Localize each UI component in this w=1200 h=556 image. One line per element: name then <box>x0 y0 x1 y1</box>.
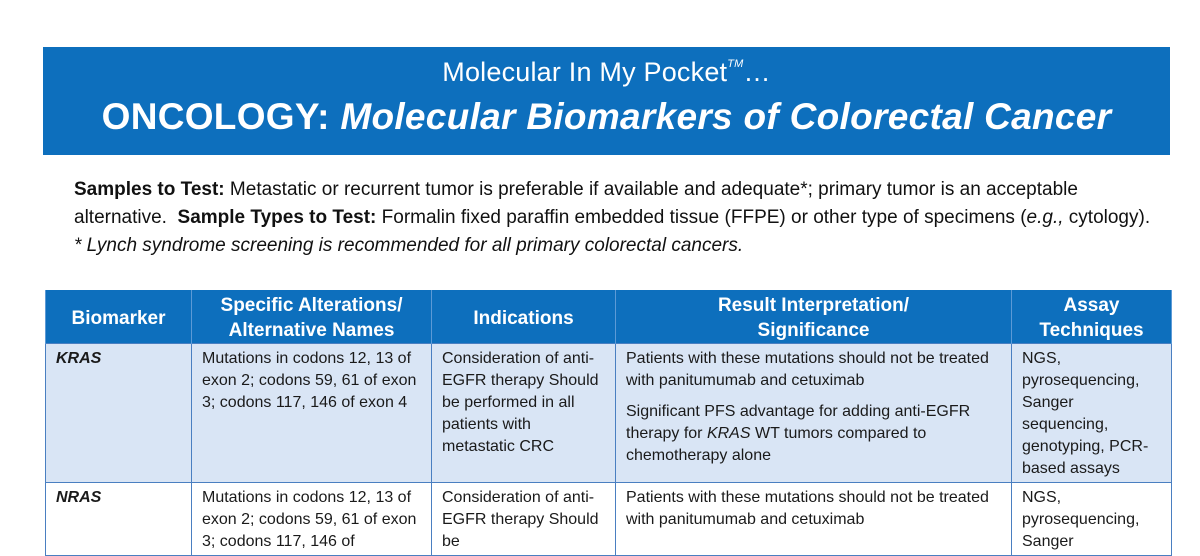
assay-cell: NGS, pyrosequencing, Sanger <box>1012 483 1172 556</box>
result-cell <box>616 483 1012 556</box>
result-paragraph: Significant PFS advantage for adding anti-EGFR therapy for KRAS WT tumors compared to chemotherapy alone <box>626 403 971 464</box>
sample-types-text: Formalin fixed paraffin embedded tissue (FFPE) or other type of specimens ( <box>381 207 1027 228</box>
lynch-footnote: * Lynch syndrome screening is recommended for all primary colorectal cancers. <box>74 235 744 256</box>
alterations-cell: Mutations in codons 12, 13 of exon 2; codons 59, 61 of exon 3; codons 117, 146 of <box>192 483 432 556</box>
header-alterations: Specific Alterations/ Alternative Names <box>192 290 432 344</box>
sample-types-text-end: cytology). <box>1068 207 1151 228</box>
table-header-row <box>46 290 1172 344</box>
alterations-cell: Mutations in codons 12, 13 of exon 2; codons 59, 61 of exon 3; codons 117, 146 of exon 4 <box>192 344 432 483</box>
samples-label: Samples to Test: <box>74 179 225 200</box>
series-ellipsis: … <box>743 57 771 87</box>
samples-paragraph <box>74 176 1154 260</box>
sample-types-label: Sample Types to Test: <box>177 207 377 228</box>
biomarker-cell: NRAS <box>46 483 192 556</box>
page-title-main: Molecular Biomarkers of Colorectal Cancer <box>340 96 1112 137</box>
samples-text: Metastatic or recurrent tumor is preferable if available and adequate*; primary tumor is an acceptable alternative. <box>74 179 1078 228</box>
assay-cell: NGS, pyrosequencing, Sanger sequencing, genotyping, PCR-based assays <box>1012 344 1172 483</box>
result-paragraph: Patients with these mutations should not be treated with panitumumab and cetuximab <box>626 350 989 389</box>
biomarker-cell: KRAS <box>46 344 192 483</box>
header-biomarker: Biomarker <box>46 290 192 344</box>
header-result: Result Interpretation/ Significance <box>616 290 1012 344</box>
indications-cell: Consideration of anti-EGFR therapy Should be performed in all patients with metastatic CRC <box>432 344 616 483</box>
page-title <box>43 96 1170 138</box>
indications-cell: Consideration of anti-EGFR therapy Should be <box>432 483 616 556</box>
header-indications: Indications <box>432 290 616 344</box>
title-banner <box>43 47 1170 155</box>
page-title-prefix: ONCOLOGY: <box>101 96 330 137</box>
result-cell <box>616 344 1012 483</box>
series-name: Molecular In My Pocket <box>442 57 728 87</box>
series-title <box>43 57 1170 88</box>
trademark-mark: TM <box>727 58 744 70</box>
table-row <box>46 344 1172 483</box>
result-paragraph: Patients with these mutations should not be treated with panitumumab and cetuximab <box>626 489 989 528</box>
biomarker-table <box>45 290 1172 556</box>
table-row <box>46 483 1172 556</box>
header-assay: Assay Techniques <box>1012 290 1172 344</box>
sample-types-eg: e.g., <box>1026 207 1064 228</box>
